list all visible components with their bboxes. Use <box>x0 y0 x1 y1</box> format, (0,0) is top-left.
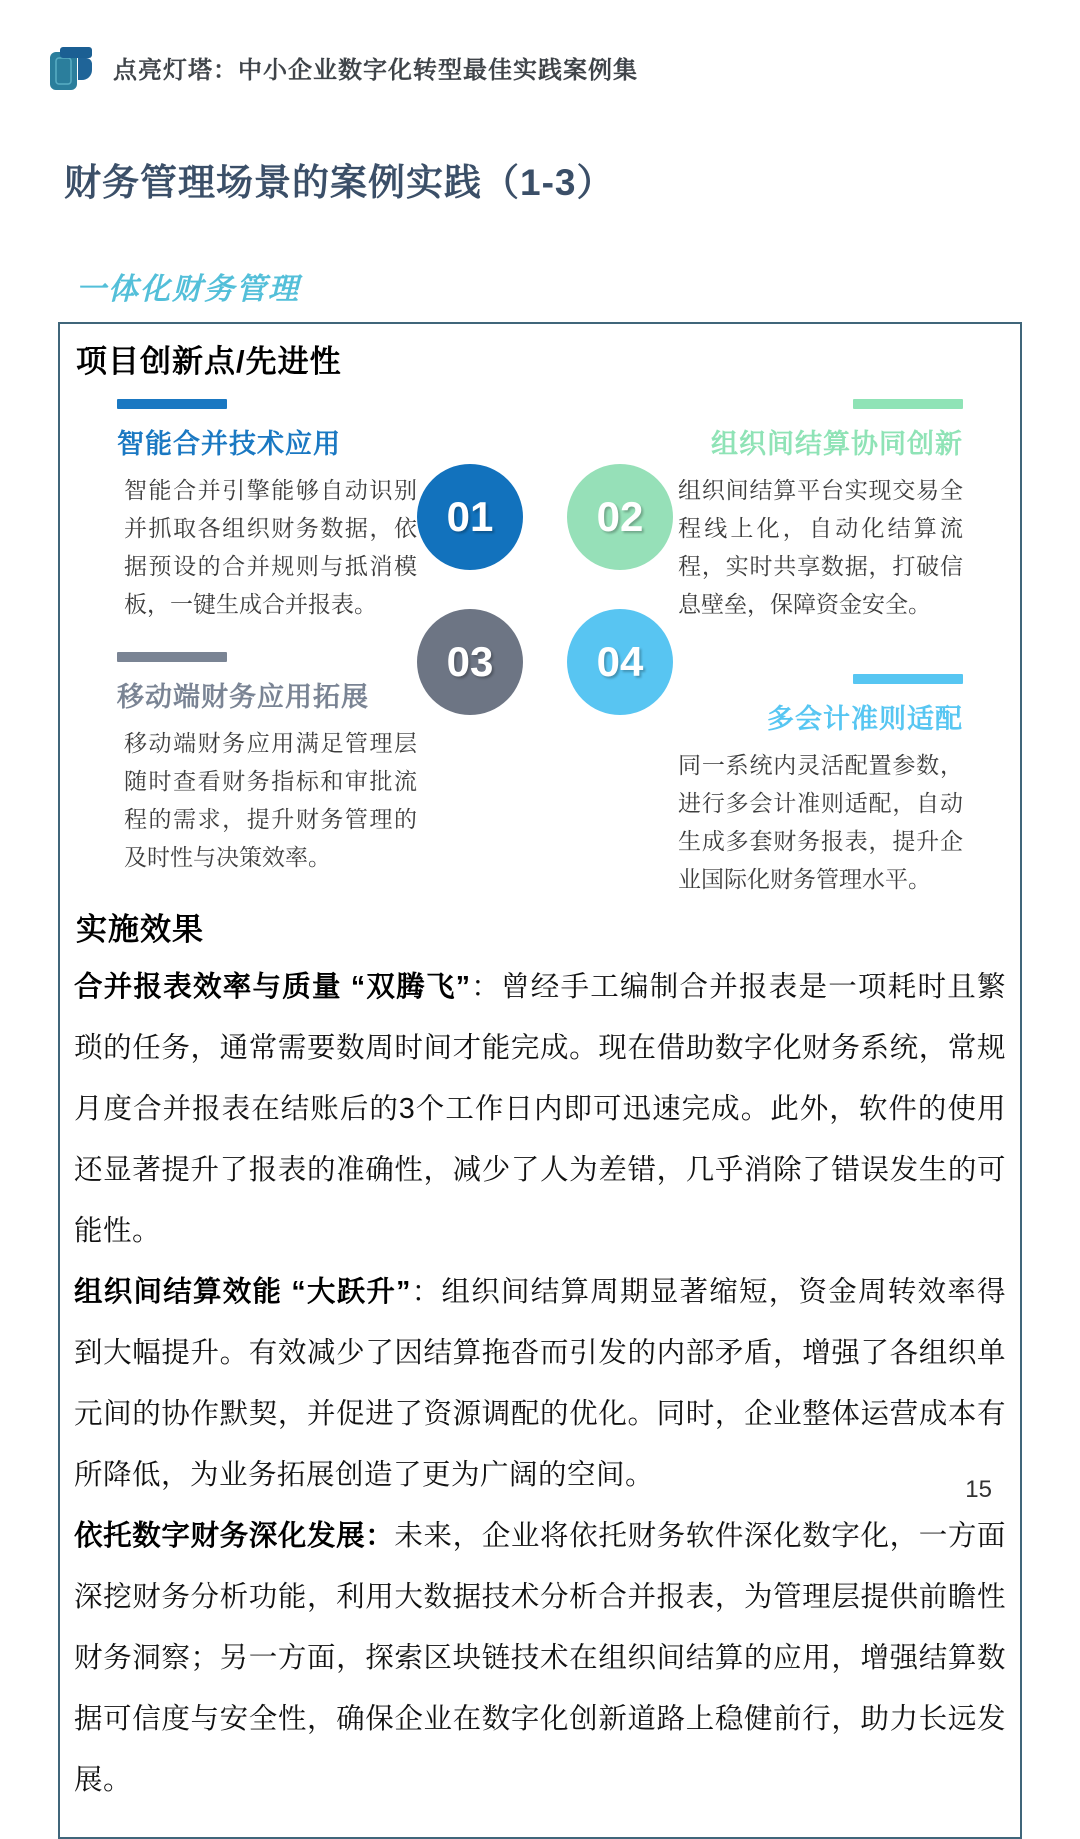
accent-bar-gray <box>117 652 227 662</box>
paragraph-lead: 依托数字财务深化发展 <box>74 1520 366 1552</box>
effects-paragraph <box>74 957 1006 1262</box>
innovation-item-title: 组织间结算协同创新 <box>711 429 963 459</box>
accent-bar-cyan <box>853 674 963 684</box>
innovation-grid <box>60 399 1020 898</box>
accent-bar-green <box>853 399 963 409</box>
paragraph-separator: ： <box>410 1276 442 1308</box>
innovation-item-title: 多会计准则适配 <box>767 704 963 734</box>
innovation-item-smart-merge <box>117 399 417 652</box>
innovation-item-settlement <box>678 399 963 652</box>
paragraph-text: 组织间结算周期显著缩短，资金周转效率得到大幅提升。有效减少了因结算拖沓而引发的内部矛盾，增强了各组织单元间的协作默契，并促进了资源调配的优化。同时，企业整体运营成本有所降低，为业务拓展创造了更为广阔的空间。 <box>74 1276 1006 1491</box>
page-header <box>0 0 1080 94</box>
paragraph-text: 曾经手工编制合并报表是一项耗时且繁琐的任务，通常需要数周时间才能完成。现在借助数字化财务系统，常规月度合并报表在结账后的3个工作日内即可迅速完成。此外，软件的使用还显著提升了报表的准确性，减少了人为差错，几乎消除了错误发生的可能性。 <box>74 971 1006 1247</box>
paragraph-lead: 组织间结算效能 “大跃升” <box>74 1276 411 1308</box>
effects-paragraph <box>74 1262 1006 1506</box>
content-box <box>58 322 1022 1839</box>
innovation-item-text: 移动端财务应用满足管理层随时查看财务指标和审批流程的需求，提升财务管理的及时性与决策效率。 <box>124 730 417 870</box>
paragraph-separator: ： <box>470 971 501 1003</box>
lighthouse-logo-icon <box>45 40 99 94</box>
accent-bar-blue <box>117 399 227 409</box>
page-title: 财务管理场景的案例实践（1-3） <box>64 162 615 203</box>
number-circle-01: 01 <box>417 464 523 570</box>
number-circle-02: 02 <box>567 464 673 570</box>
effects-section <box>60 904 1020 1837</box>
section-subtitle: 一体化财务管理 <box>76 273 300 306</box>
innovation-item-text: 智能合并引擎能够自动识别并抓取各组织财务数据，依据预设的合并规则与抵消模板，一键生成合并报表。 <box>124 477 417 617</box>
innovation-item-title: 智能合并技术应用 <box>117 429 341 459</box>
number-circle-04: 04 <box>567 609 673 715</box>
page-number: 15 <box>965 1476 992 1503</box>
paragraph-text: 未来，企业将依托财务软件深化数字化，一方面深挖财务分析功能，利用大数据技术分析合并报表，为管理层提供前瞻性财务洞察；另一方面，探索区块链技术在组织间结算的应用，增强结算数据可信度与安全性，确保企业在数字化创新道路上稳健前行，助力长远发展。 <box>74 1520 1006 1796</box>
innovation-item-text: 同一系统内灵活配置参数，进行多会计准则适配，自动生成多套财务报表，提升企业国际化财务管理水平。 <box>678 752 963 892</box>
innovation-item-accounting <box>678 652 963 898</box>
paragraph-lead: 合并报表效率与质量 “双腾飞” <box>74 971 471 1003</box>
innovation-heading: 项目创新点/先进性 <box>76 344 342 379</box>
innovation-item-mobile <box>117 652 417 898</box>
innovation-item-text: 组织间结算平台实现交易全程线上化，自动化结算流程，实时共享数据，打破信息壁垒，保障资金安全。 <box>678 477 963 617</box>
number-circle-03: 03 <box>417 609 523 715</box>
effects-heading: 实施效果 <box>76 912 204 947</box>
innovation-item-title: 移动端财务应用拓展 <box>117 682 369 712</box>
effects-paragraph <box>74 1506 1006 1811</box>
paragraph-separator: ： <box>365 1520 395 1552</box>
header-title: 点亮灯塔：中小企业数字化转型最佳实践案例集 <box>113 56 638 84</box>
